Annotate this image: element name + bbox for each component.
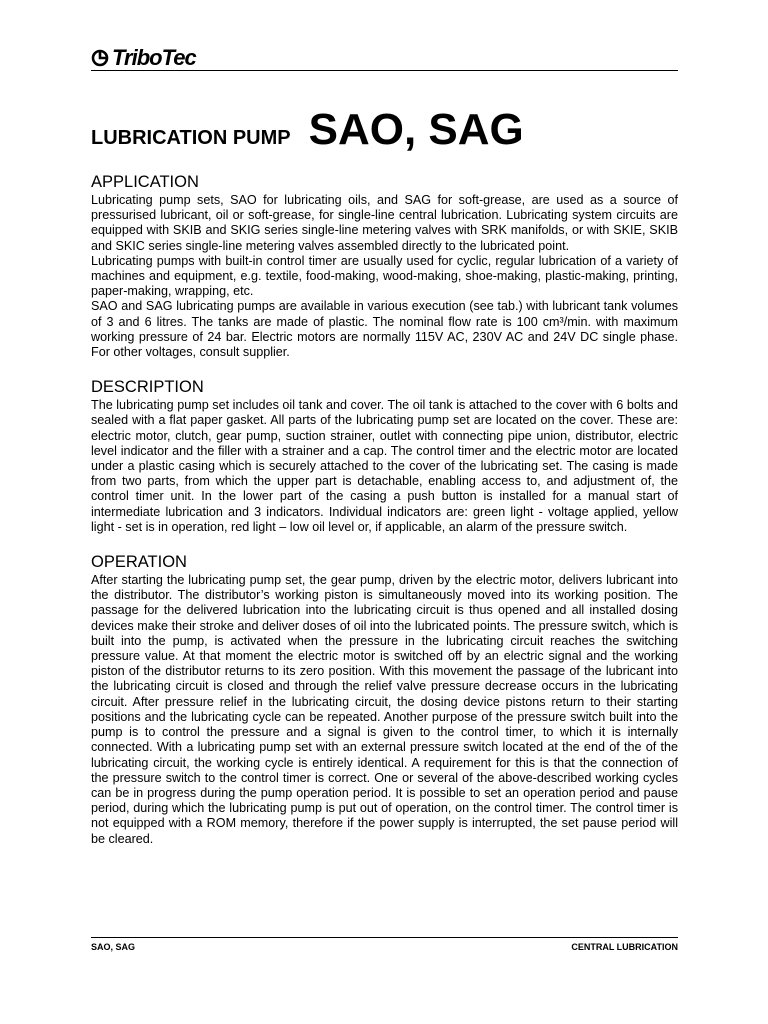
section-application [91,173,678,360]
page-title [91,105,678,155]
paragraph: SAO and SAG lubricating pumps are available in various execution (see tab.) with lubricant tank volumes of 3 and 6 litres. The tanks are made of plastic. The nominal flow rate is 100 cm³/min. with maximum working pressure of 24 bar. Electric motors are normally 115V AC, 230V AC and 24V DC single phase. For other voltages, consult supplier. [91,299,678,360]
section-description [91,378,678,535]
page-header [91,40,678,71]
footer-left: SAO, SAG [91,942,136,952]
tribotec-logo [91,45,196,71]
section-heading: APPLICATION [91,173,199,191]
paragraph: The lubricating pump set includes oil tank and cover. The oil tank is attached to the cover with 6 bolts and sealed with a flat paper gasket. All parts of the lubricating pump set are located on the cover. These are: electric motor, clutch, gear pump, suction strainer, outlet with connecting pipe union, distributor, electric level indicator and the filler with a strainer and a cap. The control timer and the electric motor are located under a plastic casing which is securely attached to the cover of the lubricating set. The casing is made from two parts, from which the upper part is detachable, enabling access to, and adjustment of, the control timer unit. In the lower part of the casing a push button is installed for a manual start of intermediate lubrication and 3 indicators. Individual indicators are: green light - voltage applied, yellow light - set is in operation, red light – low oil level or, if applicable, an alarm of the pressure switch. [91,398,678,534]
paragraph: After starting the lubricating pump set, the gear pump, driven by the electric motor, delivers lubricant into the distributor. The distributor’s working piston is simultaneously moved into its working position. The passage for the delivered lubrication into the lubricating circuit is thus opened and all installed dosing devices make their stroke and deliver doses of oil into the lubricated points. The pressure switch, which is built into the pump, is activated when the pressure in the lubricating circuit reaches the switching pressure value. At that moment the electric motor is switched off by an electric signal and the working piston of the distributor returns to its zero position. With this movement the passage of the lubricant into the lubricating circuit is closed and through the relief valve pressure decrease occurs in the lubricating circuit. After pressure relief in the lubricating circuit, the dosing device pistons return to their starting positions and the lubricating cycle can be repeated. Another purpose of the pressure switch built into the pump is to control the pressure and a signal is given to the control timer, to which it is internally connected. With a lubricating pump set with an external pressure switch located at the end of the of the lubricating circuit, the working cycle is entirely identical. A requirement for this is that the connection of the pressure switch to the control timer is correct. One or several of the above-described working cycles can be in progress during the pump operation period. It is possible to set an operation period and pause period, during which the lubricating pump is put out of operation, on the control timer. The control timer is not equipped with a ROM memory, therefore if the power supply is interrupted, the set pause period will be cleared. [91,573,678,846]
paragraph: Lubricating pumps with built-in control timer are usually used for cyclic, regular lubrication of a variety of machines and equipment, e.g. textile, food-making, wood-making, shoe-making, plastic-making, printing, paper-making, wrapping, etc. [91,253,678,299]
section-heading: OPERATION [91,553,187,572]
logo-mark-icon [91,49,111,67]
section-heading: DESCRIPTION [91,378,204,397]
document-page [91,40,678,847]
page-footer [91,937,678,952]
title-main: SAO, SAG [308,105,524,154]
section-operation [91,553,678,847]
footer-right: CENTRAL LUBRICATION [571,942,678,952]
title-prefix: LUBRICATION PUMP [91,127,291,149]
logo-text: TriboTec [112,45,196,70]
paragraph: Lubricating pump sets, SAO for lubricating oils, and SAG for soft-grease, are used as a source of pressurised lubricant, oil or soft-grease, for single-line central lubrication. Lubricating system circuits are equipped with SKIB and SKIG series single-line metering valves with SRK manifolds, or with SKIE, SKIB and SKIC series single-line metering valves assembled directly to the lubricated point. [91,193,678,253]
